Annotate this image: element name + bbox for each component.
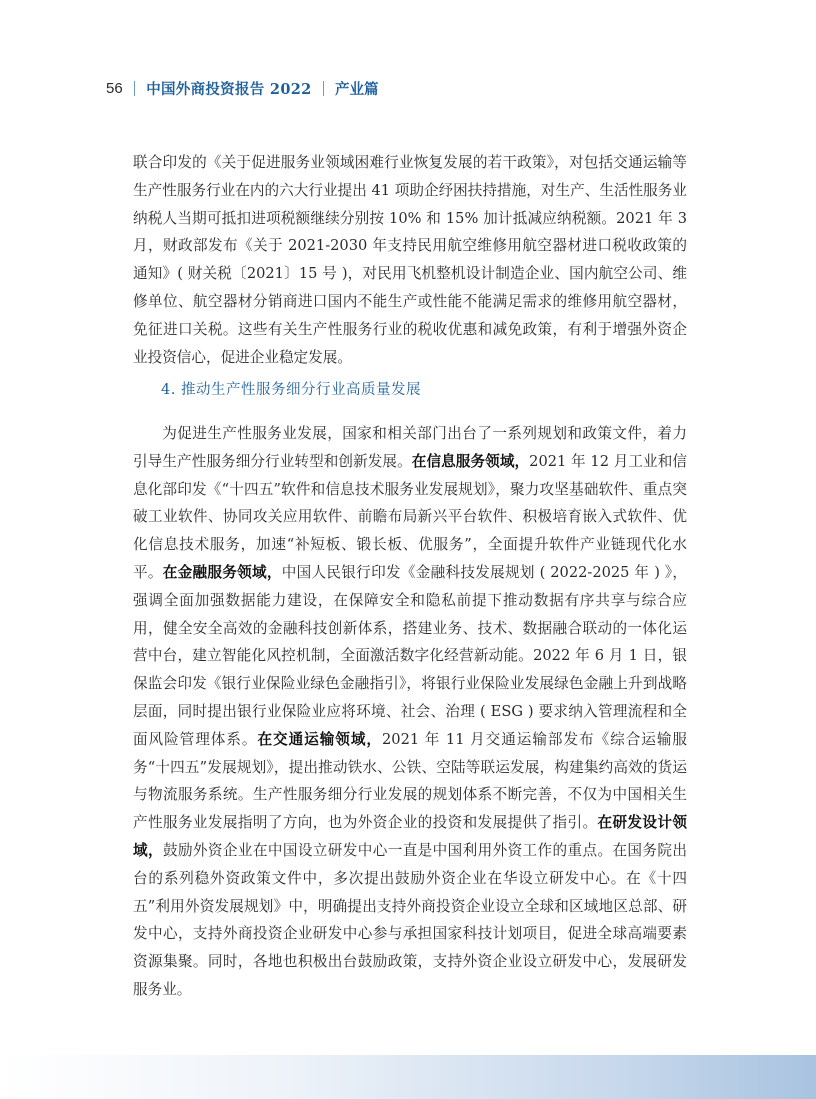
section-name: 产业篇 xyxy=(335,81,379,98)
paragraph-text: 2021 年 11 月交通运输部发布《综合运输服务“十四五”发展规划》，提出推动铁水、公铁、空陆等联运发展，构建集约高效的货运与物流服务系统。生产性服务细分行业发展的规划体系不断完善，不仅为中国相关生产性服务业发展指明了方向，也为外资企业的投资和发展提供了指引。 xyxy=(133,730,687,832)
body-paragraph-2 xyxy=(133,420,687,1004)
running-header xyxy=(106,77,379,99)
keyword-rnd-design: 在研发设计领域， xyxy=(133,814,687,859)
book-title: 中国外商投资报告 2022 xyxy=(146,80,312,98)
paragraph-text: 中国人民银行印发《金融科技发展规划 ( 2022-2025 年 ) 》，强调全面加强数据能力建设，在保障安全和隐私前提下推动数据有序共享与综合应用，健全安全高效的金融科技创新体系，搭建业务、技术、数据融合联动的一体化运营中台，建立智能化风控机制，全面激活数字化经营新动能。2022 年 6 月 1 日，银保监会印发《银行业保险业绿色金融指引》，将银行业保险业发展绿色金融上升到战略层面，同时提出银行业保险业应将环境、社会、治理 ( ESG ) 要求纳入管理流程和全面风险管理体系。 xyxy=(133,563,687,748)
keyword-transport: 在交通运输领域， xyxy=(257,730,382,748)
keyword-financial-services: 在金融服务领域， xyxy=(162,563,282,581)
footer-decoration xyxy=(0,1055,816,1099)
page-number: 56 xyxy=(106,79,123,97)
header-divider xyxy=(134,81,136,96)
keyword-info-services: 在信息服务领域， xyxy=(411,452,530,470)
paragraph-text: 2021 年 12 月工业和信息化部印发《“十四五”软件和信息技术服务业发展规划》，聚力攻坚基础软件、重点突破工业软件、协同攻关应用软件、前瞻布局新兴平台软件、积极培育嵌入式软件、优化信息技术服务，加速“补短板、锻长板、优服务”，全面提升软件产业链现代化水平。 xyxy=(133,452,687,581)
paragraph-text: 鼓励外资企业在中国设立研发中心一直是中国利用外资工作的重点。在国务院出台的系列稳外资政策文件中，多次提出鼓励外资企业在华设立研发中心。在《十四五”利用外资发展规划》中，明确提出支持外商投资企业设立全球和区域地区总部、研发中心，支持外商投资企业研发中心参与承担国家科技计划项目，促进全球高端要素资源集聚。同时，各地也积极出台鼓励政策，支持外资企业设立研发中心，发展研发服务业。 xyxy=(133,841,687,998)
paragraph-text: 为促进生产性服务业发展，国家和相关部门出台了一系列规划和政策文件，着力引导生产性服务细分行业转型和创新发展。 xyxy=(133,425,687,470)
header-divider xyxy=(323,81,325,96)
section-heading: 4. 推动生产性服务细分行业高质量发展 xyxy=(161,382,421,398)
body-paragraph-1: 联合印发的《关于促进服务业领域困难行业恢复发展的若干政策》，对包括交通运输等生产性服务行业在内的六大行业提出 41 项助企纾困扶持措施，对生产、生活性服务业纳税人当期可抵扣进项税额继续分别按 10% 和 15% 加计抵减应纳税额。2021 年 3 月，财政部发布《关于 2021-2030 年支持民用航空维修用航空器材进口税收政策的通知》( 财关税〔2021〕15 号 )，对民用飞机整机设计制造企业、国内航空公司、维修单位、航空器材分销商进口国内不能生产或性能不能满足需求的维修用航空器材，免征进口关税。这些有关生产性服务行业的税收优惠和减免政策，有利于增强外资企业投资信心，促进企业稳定发展。 xyxy=(133,154,687,366)
